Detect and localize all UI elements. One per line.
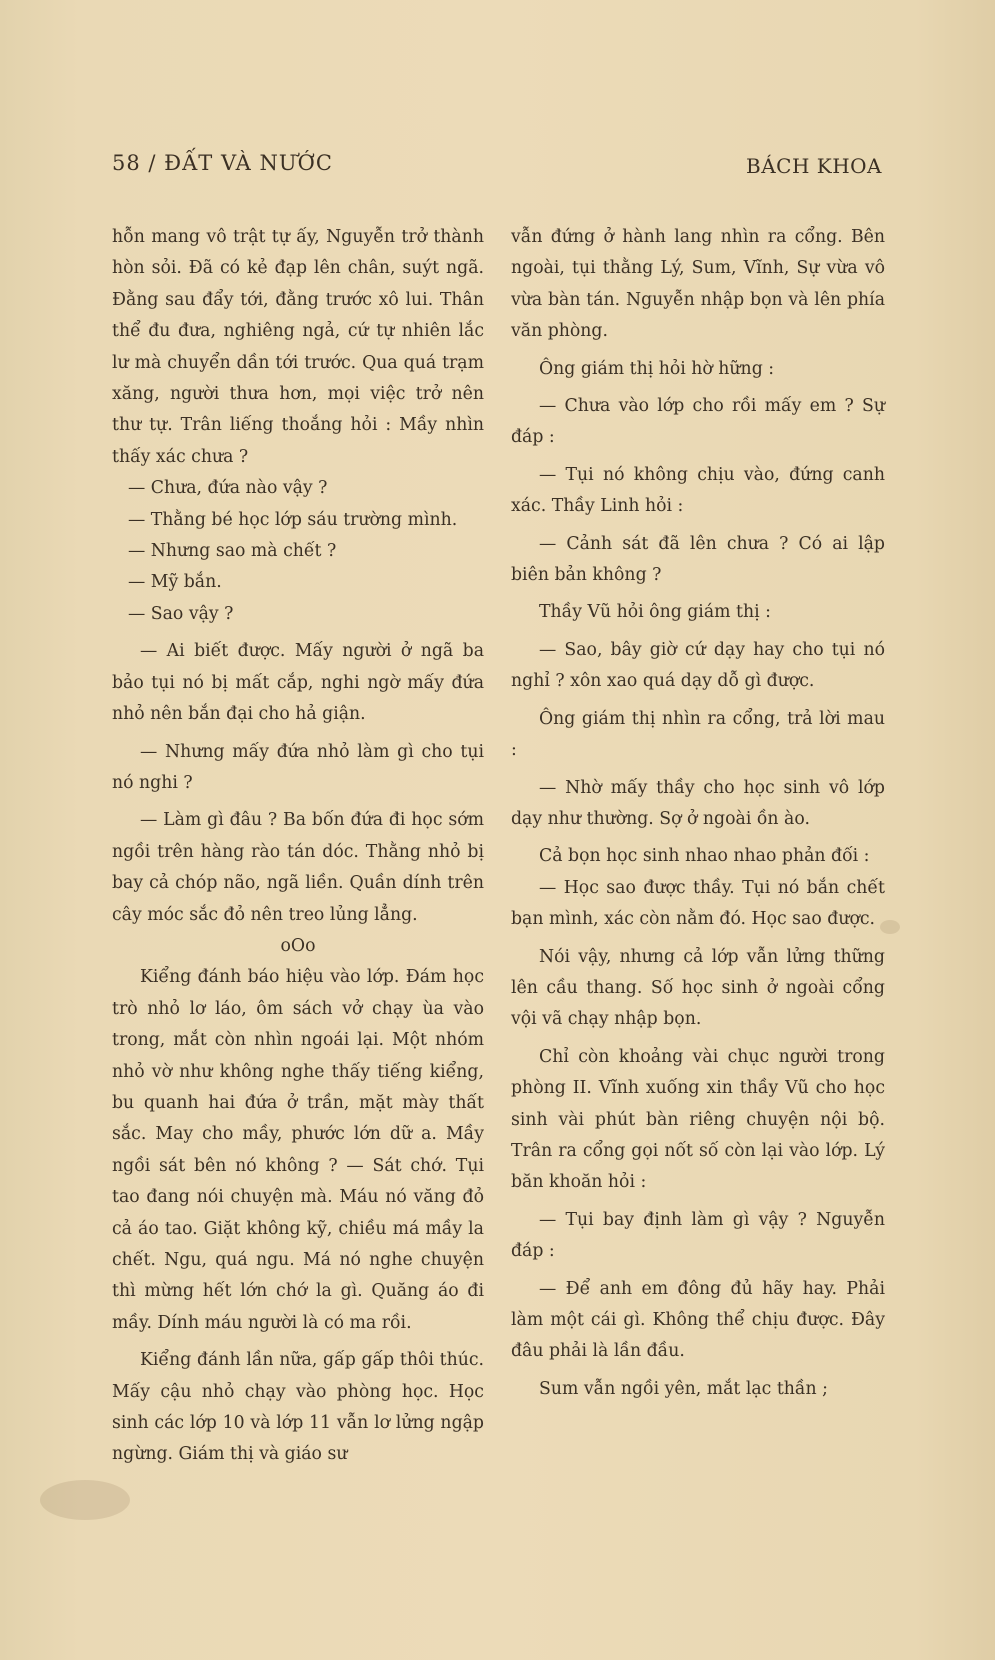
dialogue-line: — Chưa vào lớp cho rồi mấy em ? Sự đáp : (511, 396, 885, 448)
paragraph: Kiểng đánh báo hiệu vào lớp. Đám học trò nhỏ lơ láo, ôm sách vở chạy ùa vào trong, mắt còn nhìn ngoái lại. Một nhóm nhỏ vờ như không nghe thấy tiếng kiểng, bu quanh hai đứa ở trần, mặt mày thất sắc. May cho mầy, phước lớn dữ a. Mầy ngồi sát bên nó không ? — Sát chớ. Tụi tao đang nói chuyện mà. Máu nó văng đỏ cả áo tao. Giặt không kỹ, chiều má mầy la chết. Ngu, quá ngu. Má nó nghe chuyện thì mừng hết lớn chớ la gì. Quăng áo đi mầy. Dính máu người là có ma rồi. (112, 967, 484, 1333)
page-number-header: 58 / ĐẤT VÀ NƯỚC (112, 151, 333, 175)
left-text-column (112, 222, 484, 1471)
dialogue-line: — Thằng bé học lớp sáu trường mình. (128, 509, 458, 530)
dialogue-line: — Sao, bây giờ cứ dạy hay cho tụi nó nghỉ ? xôn xao quá dạy dỗ gì được. (511, 639, 885, 692)
paragraph: Ông giám thị hỏi hờ hững : (539, 358, 775, 379)
paragraph: vẫn đứng ở hành lang nhìn ra cổng. Bên ngoài, tụi thằng Lý, Sum, Vĩnh, Sự vừa vô vừa bàn tán. Nguyễn nhập bọn và lên phía văn phòng. (511, 227, 885, 342)
dialogue-line: — Mỹ bắn. (128, 572, 222, 593)
magazine-title: BÁCH KHOA (746, 154, 882, 178)
paragraph: Nói vậy, nhưng cả lớp vẫn lửng thững lên cầu thang. Số học sinh ở ngoài cổng vội vã chạy nhập bọn. (511, 946, 885, 1030)
dialogue-line: — Nhưng sao mà chết ? (128, 541, 337, 562)
dialogue-line: — Chưa, đứa nào vậy ? (128, 478, 328, 499)
dialogue-line: — Nhờ mấy thầy cho học sinh vô lớp dạy như thường. Sợ ở ngoài ồn ào. (511, 777, 885, 829)
right-text-column (511, 222, 885, 1405)
dialogue-line: — Tụi bay định làm gì vậy ? Nguyễn đáp : (511, 1209, 885, 1262)
paragraph: Kiểng đánh lần nữa, gấp gấp thôi thúc. Mấy cậu nhỏ chạy vào phòng học. Học sinh các lớp 10 và lớp 11 vẫn lơ lửng ngập ngừng. Giám thị và giáo sư (112, 1350, 484, 1465)
dialogue-line: — Nhưng mấy đứa nhỏ làm gì cho tụi nó nghi ? (112, 741, 484, 793)
paragraph: Chỉ còn khoảng vài chục người trong phòng II. Vĩnh xuống xin thầy Vũ cho học sinh vài phút bàn riêng chuyện nội bộ. Trân ra cổng gọi nốt số còn lại vào lớp. Lý băn khoăn hỏi : (511, 1046, 885, 1193)
dialogue-line: — Tụi nó không chịu vào, đứng canh xác. Thầy Linh hỏi : (511, 464, 885, 517)
paper-stain (40, 1480, 130, 1520)
dialogue-line: — Sao vậy ? (128, 603, 234, 624)
paragraph: Cả bọn học sinh nhao nhao phản đối : (539, 846, 870, 867)
paragraph: Sum vẫn ngồi yên, mắt lạc thần ; (539, 1378, 828, 1399)
dialogue-line: — Ai biết được. Mấy người ở ngã ba bảo tụi nó bị mất cắp, nghi ngờ mấy đứa nhỏ nên bắn đại cho hả giận. (112, 641, 484, 725)
paragraph: Thầy Vũ hỏi ông giám thị : (539, 602, 771, 623)
dialogue-line: — Làm gì đâu ? Ba bốn đứa đi học sớm ngồi trên hàng rào tán dóc. Thằng nhỏ bị bay cả chóp não, ngã liền. Quần dính trên cây móc sắc đỏ nên treo lủng lẳng. (112, 810, 484, 925)
section-separator: oOo (280, 935, 316, 956)
paragraph: hỗn mang vô trật tự ấy, Nguyễn trở thành hòn sỏi. Đã có kẻ đạp lên chân, suýt ngã. Đằng sau đẩy tới, đằng trước xô lui. Thân thể đu đưa, nghiêng ngả, cứ tự nhiên lắc lư mà chuyển dần tới trước. Qua quá trạm xăng, người thưa hơn, mọi việc trở nên thư tự. Trân liếng thoắng hỏi : Mầy nhìn thấy xác chưa ? (112, 227, 484, 467)
paragraph: Ông giám thị nhìn ra cổng, trả lời mau : (511, 708, 885, 761)
dialogue-line: — Cảnh sát đã lên chưa ? Có ai lập biên bản không ? (511, 533, 885, 586)
dialogue-line: — Học sao được thầy. Tụi nó bắn chết bạn mình, xác còn nằm đó. Học sao được. (511, 877, 885, 930)
dialogue-line: — Để anh em đông đủ hãy hay. Phải làm một cái gì. Không thể chịu được. Đây đâu phải là lần đầu. (511, 1278, 885, 1362)
